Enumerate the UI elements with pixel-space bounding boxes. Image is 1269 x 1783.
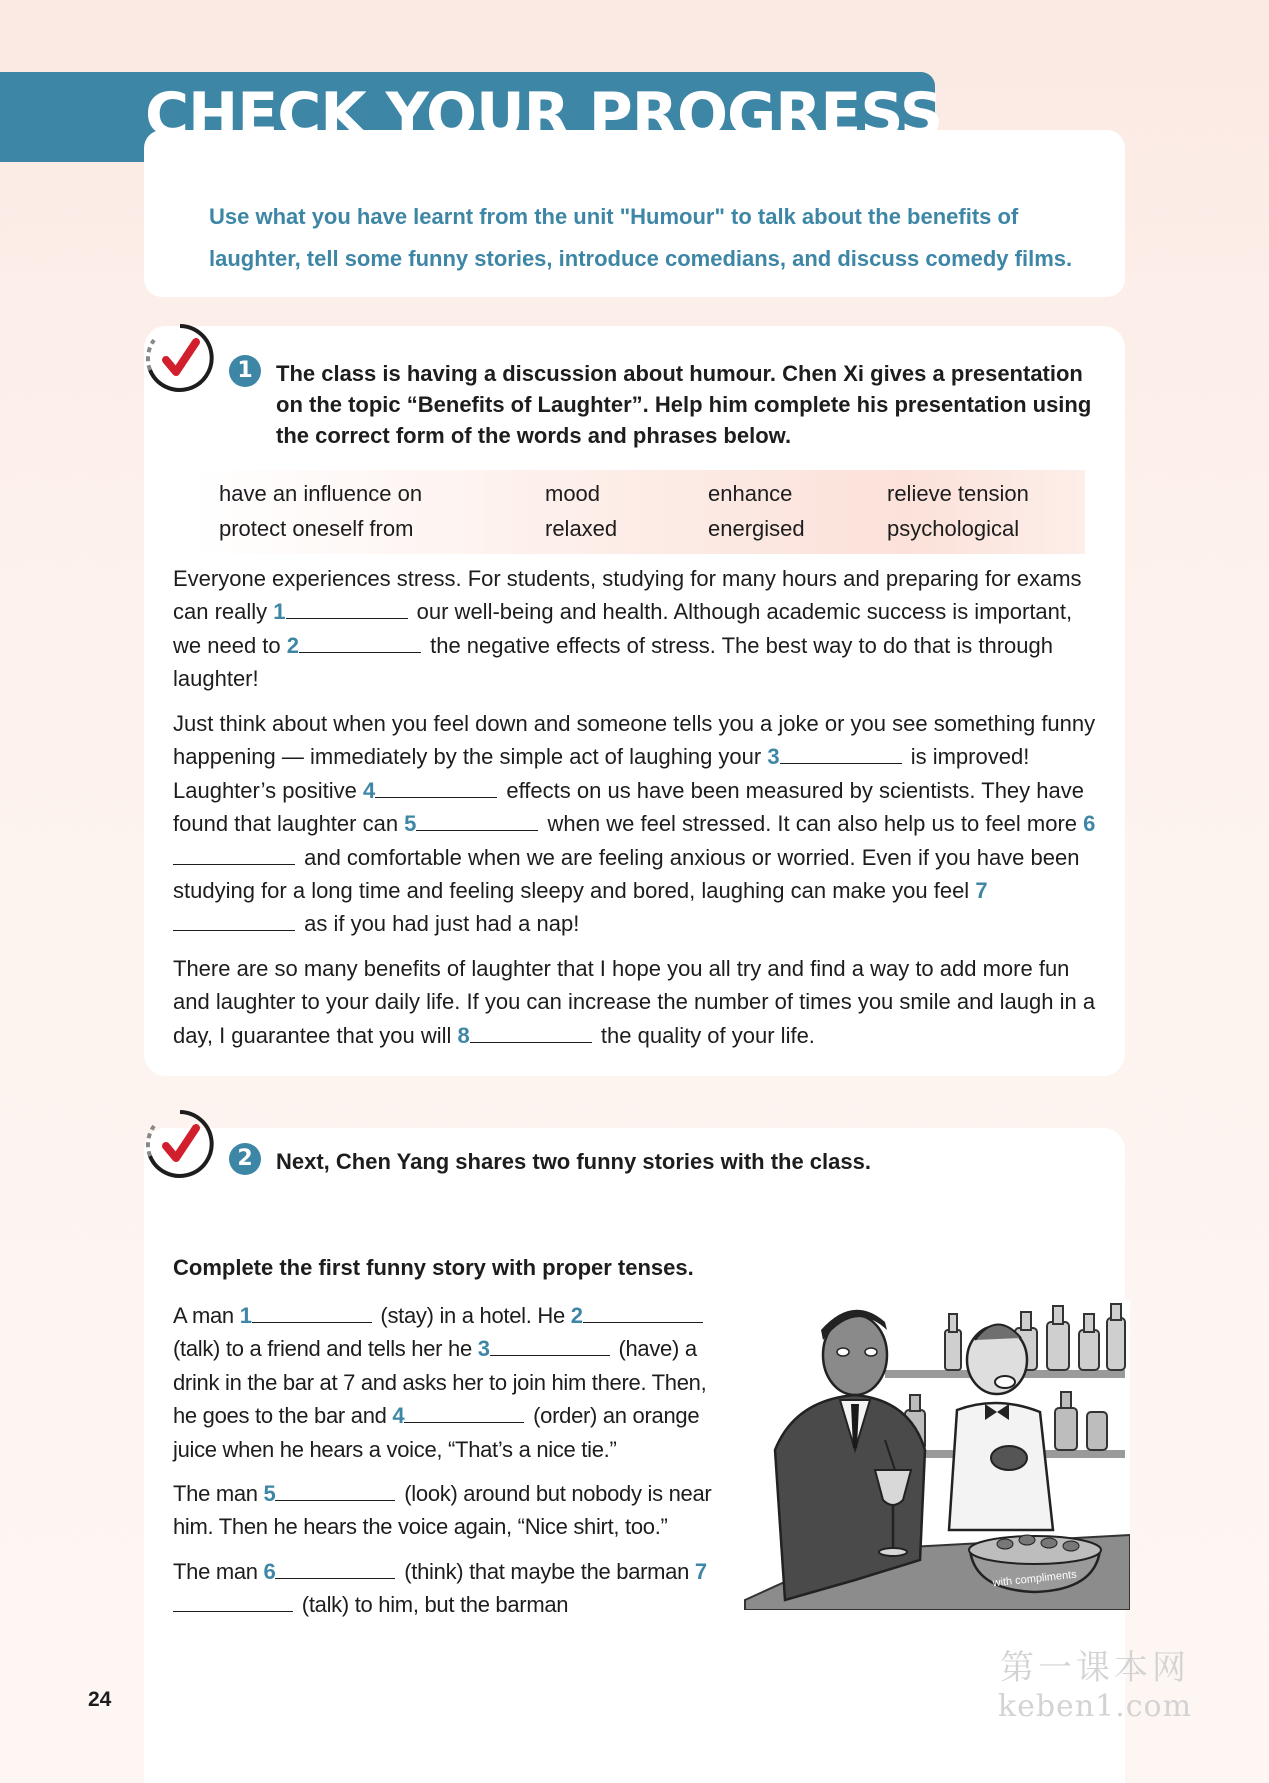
- presentation-paragraph-1: Everyone experiences stress. For students, studying for many hours and preparing for exams can really 1 our well-being and health. Although academic success is important, we need to 2 the negative effects of stress. The best way to do that is through laughter!: [173, 566, 1082, 692]
- word-bank-item: relieve tension: [887, 481, 1029, 506]
- exercise-2-instruction: Next, Chen Yang shares two funny stories with the class.: [276, 1149, 871, 1174]
- blank-number: 3: [767, 744, 780, 770]
- answer-blank[interactable]: [404, 1403, 524, 1423]
- word-bank-item: enhance: [708, 481, 793, 506]
- blank-number: 6: [1083, 811, 1096, 837]
- bar-scene-illustration: [735, 1300, 1130, 1610]
- blank-number: 4: [362, 777, 376, 803]
- presentation-paragraph-2: Just think about when you feel down and someone tells you a joke or you see something funny happening — immediately by the simple act of laughing your 3 is improved! Laughter’s positive 4 effects on us have been measured by scientists. They have found that laughter can 5 when we feel stressed. It can also help us to feel more 6 and comfortable when we are feeling anxious or worried. Even if you have been studying for a long time and feeling sleepy and bored, laughing can make you feel 7 as if you had just had a nap!: [173, 711, 1096, 937]
- answer-blank[interactable]: [583, 1303, 703, 1323]
- answer-blank[interactable]: [470, 1023, 592, 1043]
- blank-number: 8: [457, 1022, 470, 1048]
- exercise-2-number: 2: [229, 1143, 261, 1175]
- answer-blank[interactable]: [275, 1481, 395, 1501]
- page-title: CHECK YOUR PROGRESS: [145, 80, 943, 150]
- exercise-1-instruction: The class is having a discussion about humour. Chen Xi gives a presentation on the topic “Benefits of Laughter”. Help him complete his presentation using the correct form of the words and phrases below.: [276, 361, 1092, 448]
- word-bank-item: protect oneself from: [219, 516, 414, 541]
- word-bank-item: mood: [545, 481, 601, 506]
- story-subheading: Complete the first funny story with proper tenses.: [173, 1255, 694, 1280]
- answer-blank[interactable]: [375, 778, 497, 798]
- answer-blank[interactable]: [173, 911, 295, 931]
- word-bank-item: relaxed: [545, 516, 618, 541]
- blank-number: 5: [263, 1481, 276, 1506]
- blank-number: 1: [239, 1303, 252, 1328]
- blank-number: 1: [273, 599, 286, 625]
- blank-number: 4: [392, 1403, 405, 1429]
- answer-blank[interactable]: [780, 744, 902, 764]
- answer-blank[interactable]: [275, 1559, 395, 1579]
- blank-number: 2: [286, 632, 299, 658]
- answer-blank[interactable]: [173, 845, 295, 865]
- answer-blank[interactable]: [299, 633, 421, 653]
- answer-blank[interactable]: [416, 811, 538, 831]
- answer-blank[interactable]: [490, 1336, 610, 1356]
- check-badge-icon: [142, 1106, 218, 1182]
- blank-number: 6: [263, 1559, 276, 1584]
- answer-blank[interactable]: [173, 1592, 293, 1612]
- story-paragraph-1: A man 1 (stay) in a hotel. He 2 (talk) to a friend and tells her he 3 (have) a drink in the bar at 7 and asks her to join him there. Then, he goes to the bar and 4 (order) an orange juice when he hears a voice, “That’s a nice tie.”: [173, 1303, 707, 1462]
- answer-blank[interactable]: [286, 599, 408, 619]
- word-bank-item: have an influence on: [219, 481, 423, 506]
- word-bank-item: psychological: [887, 516, 1020, 541]
- blank-number: 5: [404, 811, 417, 837]
- story-paragraph-2: The man 5 (look) around but nobody is near him. Then he hears the voice again, “Nice shirt, too.”: [173, 1481, 712, 1540]
- watermark: [995, 1648, 1195, 1726]
- blank-number: 7: [975, 878, 988, 904]
- intro-text: Use what you have learnt from the unit "Humour" to talk about the benefits of laughter, tell some funny stories, introduce comedians, and discuss comedy films.: [209, 204, 1073, 271]
- blank-number: 3: [477, 1336, 490, 1362]
- blank-number: 7: [694, 1559, 707, 1584]
- watermark-line-2: keben1.com: [997, 1689, 1193, 1724]
- answer-blank[interactable]: [252, 1303, 372, 1323]
- bowl-label: with compliments: [992, 1568, 1078, 1590]
- word-bank-item: energised: [708, 516, 805, 541]
- watermark-line-1: 第一课本网: [1000, 1648, 1190, 1688]
- blank-number: 2: [570, 1303, 583, 1328]
- page-number: 24: [88, 1688, 112, 1711]
- story-paragraph-3: The man 6 (think) that maybe the barman 7 (talk) to him, but the barman: [173, 1559, 707, 1618]
- check-badge-icon: [142, 320, 218, 396]
- exercise-1-number: 1: [229, 355, 261, 387]
- presentation-paragraph-3: There are so many benefits of laughter that I hope you all try and find a way to add more fun and laughter to your daily life. If you can increase the number of times you smile and laugh in a day, I guarantee that you will 8 the quality of your life.: [173, 956, 1096, 1048]
